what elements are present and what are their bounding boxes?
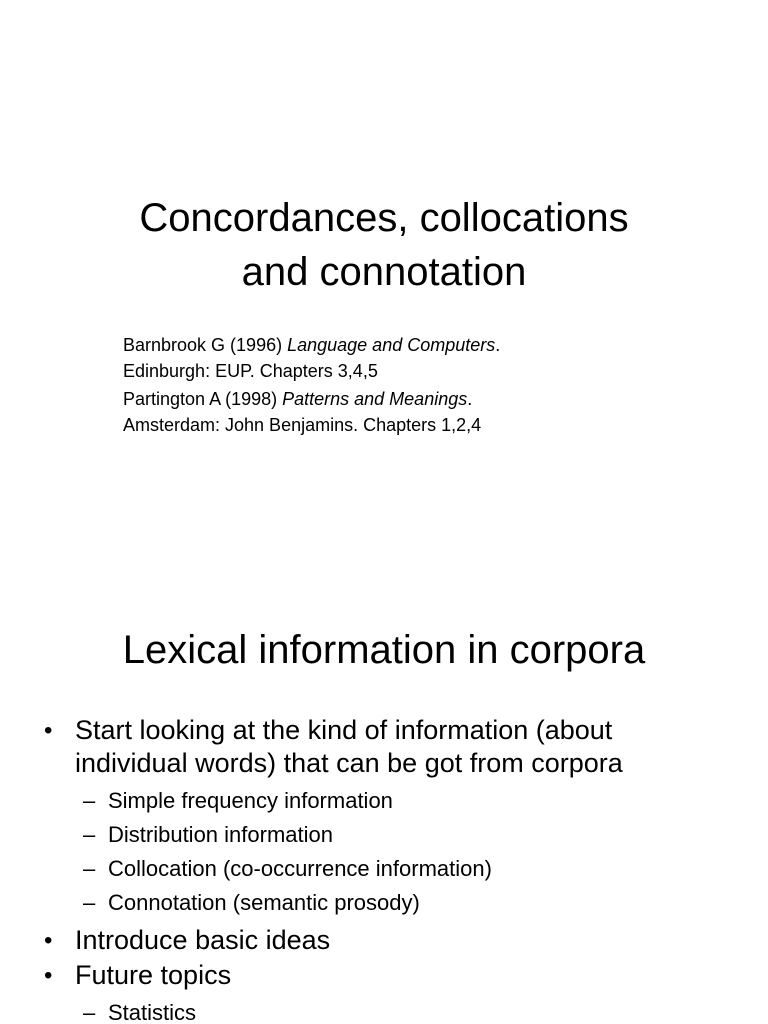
reference-line-1 [123, 332, 743, 358]
reference-punct: . [467, 389, 473, 409]
sub-bullet-list [75, 996, 768, 1024]
slide-title [0, 191, 768, 299]
reference-book-title: Language and Computers [287, 335, 496, 355]
sub-bullet-list [75, 784, 768, 920]
bullet-item [0, 714, 768, 920]
sub-bullet-item: – Statistics [75, 996, 768, 1024]
reference-item [123, 386, 743, 438]
sub-bullet-item: – Connotation (semantic prosody) [75, 886, 768, 920]
sub-bullet-item: – Collocation (co-occurrence information) [75, 852, 768, 886]
reference-line-2: Amsterdam: John Benjamins. Chapters 1,2,4 [123, 415, 482, 435]
bullet-item [0, 924, 768, 957]
title-line-2: and connotation [241, 250, 527, 294]
bullet-line-1: • Start looking at the kind of information (about [75, 715, 613, 745]
bullet-list [0, 714, 768, 1024]
reference-line-1 [123, 386, 743, 412]
reference-punct: . [495, 335, 501, 355]
slide-2 [0, 576, 768, 1024]
bullet-text: • Introduce basic ideas [75, 925, 331, 955]
bullet-item [0, 959, 768, 1024]
reference-line-2: Edinburgh: EUP. Chapters 3,4,5 [123, 361, 378, 381]
bullet-line-2: individual words) that can be got from corpora [75, 748, 623, 778]
title-line-1: Concordances, collocations [139, 196, 629, 240]
reference-author: Barnbrook G (1996) [123, 335, 288, 355]
bullet-text: • Future topics [75, 960, 232, 990]
slide-title: Lexical information in corpora [122, 628, 646, 672]
references [123, 332, 743, 440]
reference-item [123, 332, 743, 384]
reference-book-title: Patterns and Meanings [282, 389, 468, 409]
sub-bullet-item: – Distribution information [75, 818, 768, 852]
sub-bullet-item: – Simple frequency information [75, 784, 768, 818]
reference-author: Partington A (1998) [123, 389, 283, 409]
bullet-text [75, 714, 768, 780]
